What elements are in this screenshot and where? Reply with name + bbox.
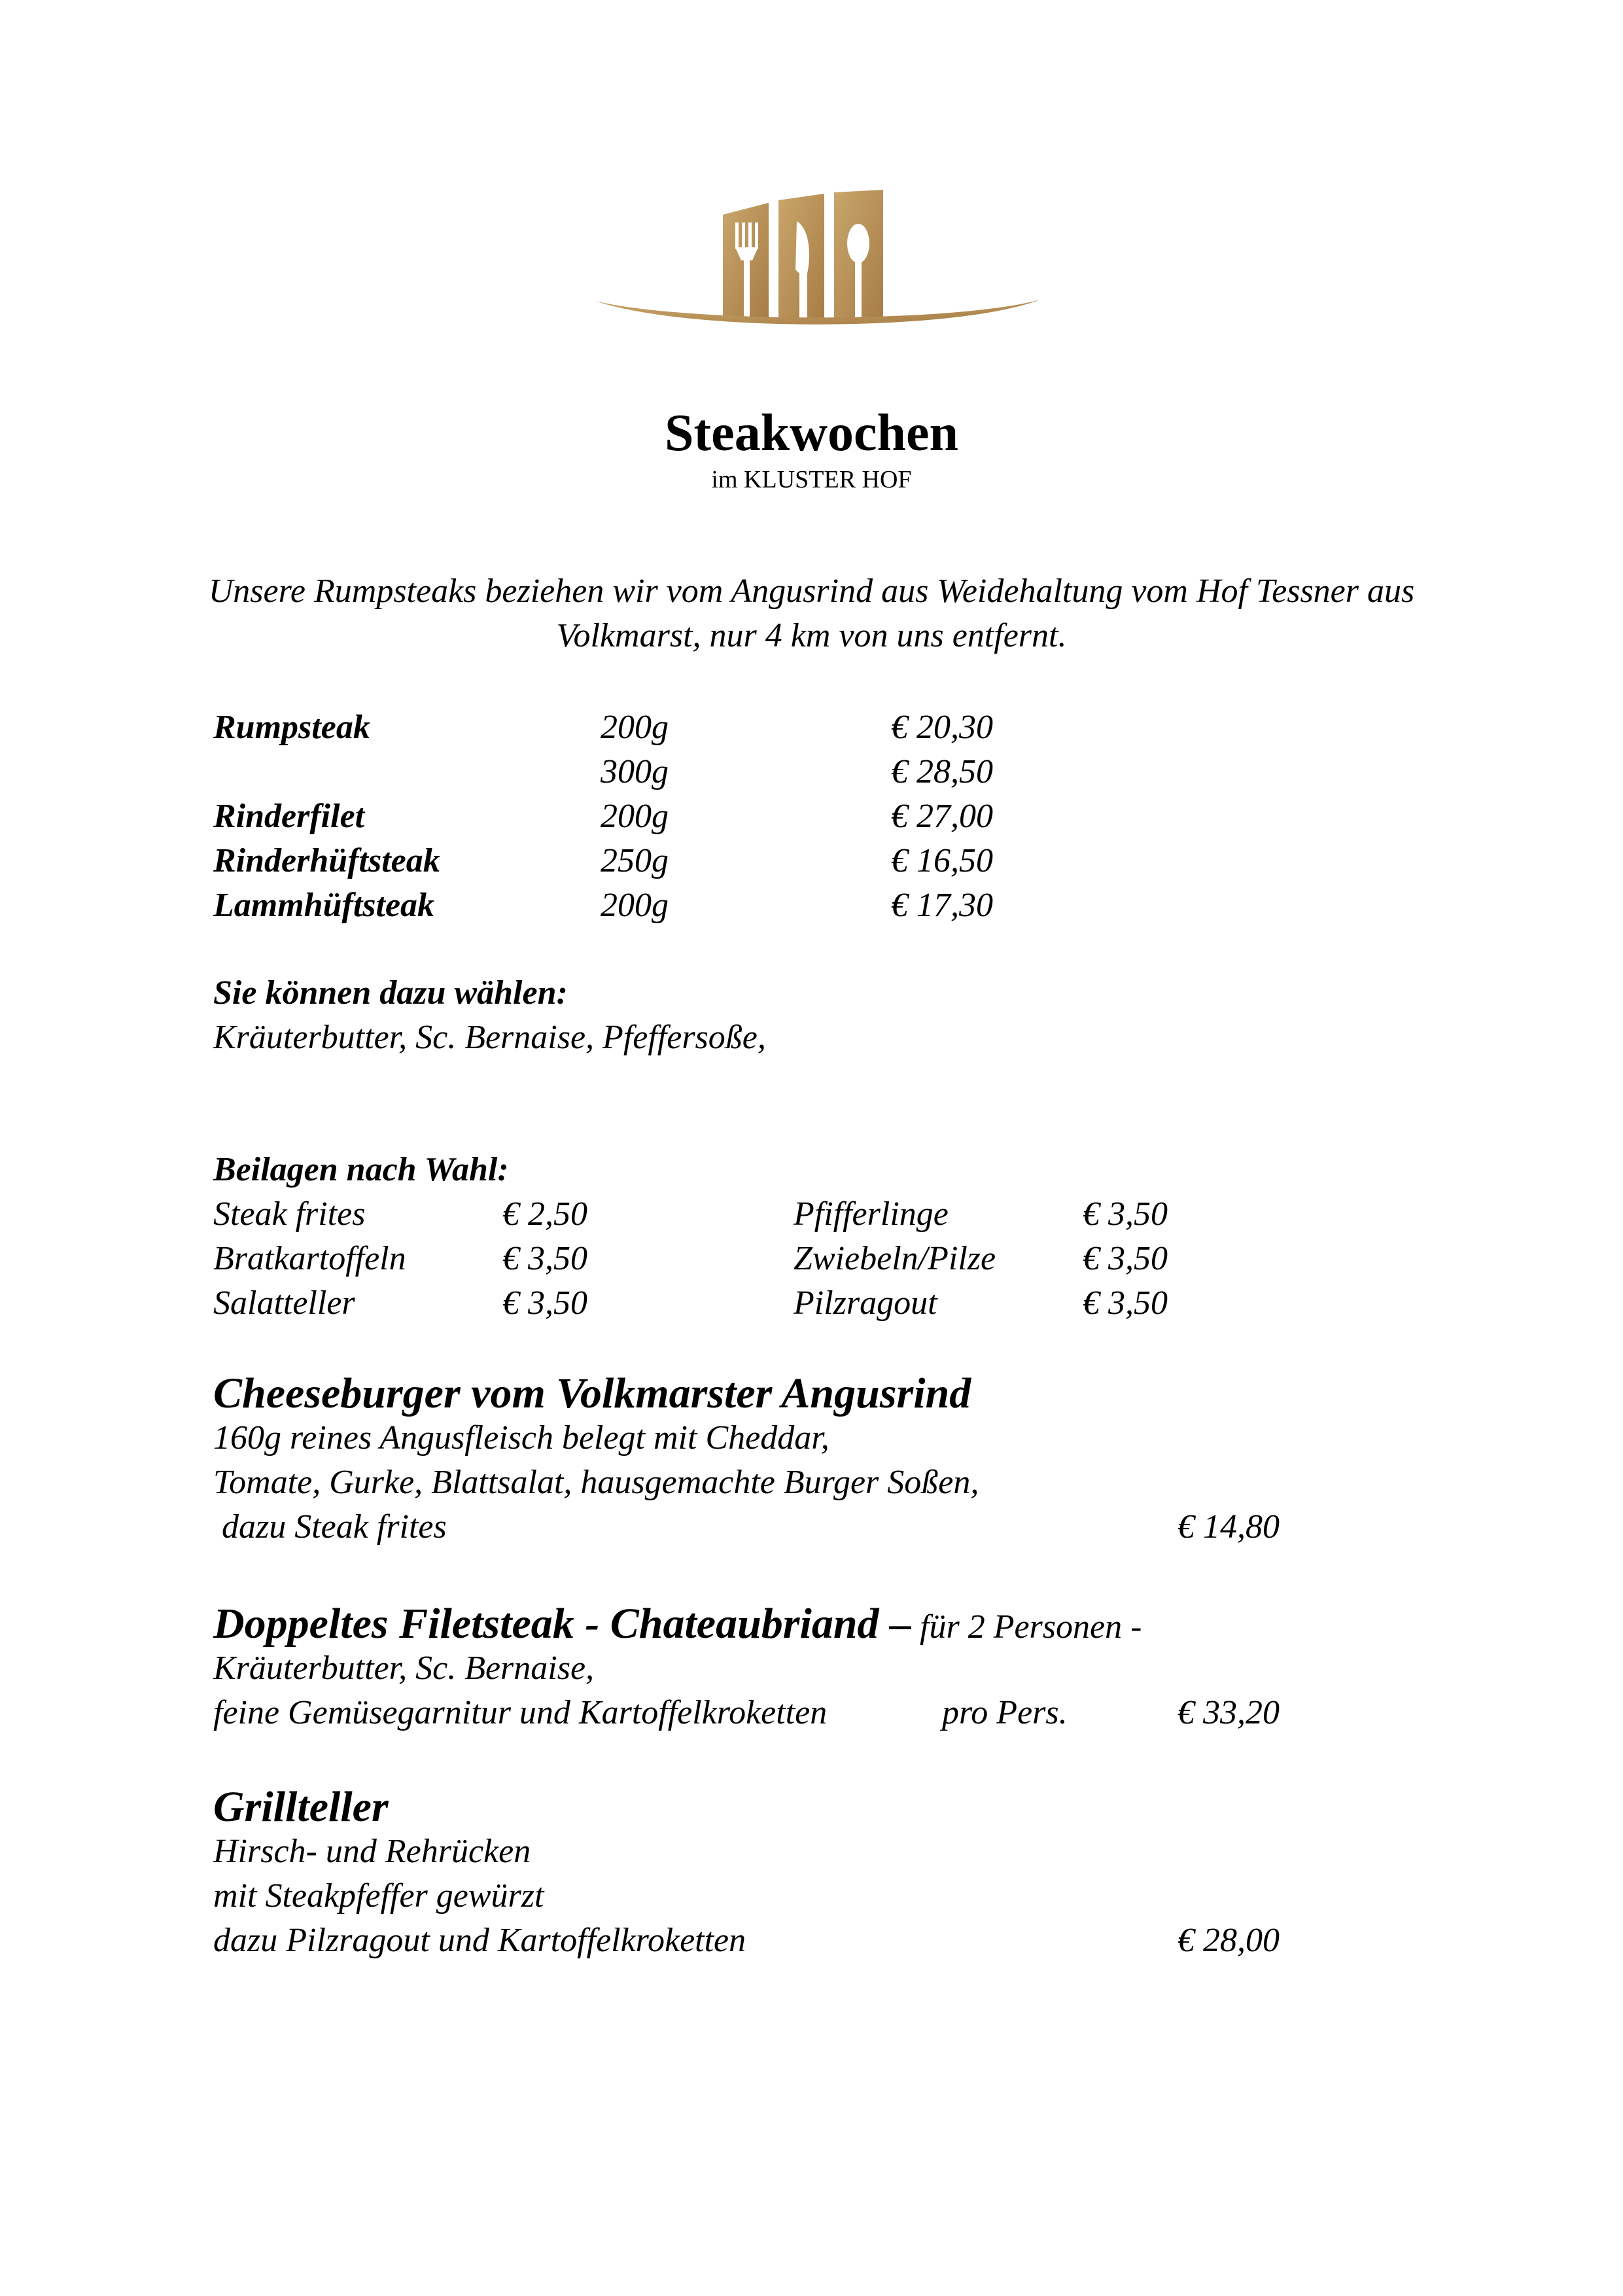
- side-price: € 2,50: [502, 1195, 587, 1233]
- grill-line-2: mit Steakpfeffer gewürzt: [213, 1877, 544, 1915]
- grill-title: Grillteller: [213, 1783, 389, 1831]
- burger-price: € 14,80: [1178, 1508, 1280, 1545]
- list-item: [0, 839, 1623, 883]
- list-item: [0, 750, 1623, 794]
- page-title: Steakwochen: [665, 404, 958, 462]
- burger-line-3: dazu Steak frites: [213, 1508, 447, 1545]
- sauces-text: Kräuterbutter, Sc. Bernaise, Pfeffersoße,: [213, 1019, 766, 1056]
- list-item: [0, 1192, 1623, 1237]
- steak-name: Rinderfilet: [213, 798, 365, 835]
- burger-line-2: Tomate, Gurke, Blattsalat, hausgemachte Burger Soßen,: [213, 1464, 979, 1501]
- steak-weight: 300g: [601, 753, 669, 790]
- side-price: € 3,50: [502, 1284, 587, 1322]
- side-price: € 3,50: [1083, 1240, 1168, 1277]
- steak-weight: 200g: [601, 798, 669, 835]
- intro-text: [98, 569, 1525, 658]
- restaurant-cutlery-logo-icon: [589, 183, 1047, 340]
- intro-line-1: Unsere Rumpsteaks beziehen wir vom Angusrind aus Weidehaltung vom Hof Tessner aus: [208, 573, 1415, 610]
- side-name: Bratkartoffeln: [213, 1240, 406, 1277]
- chateaubriand-persons-note: für 2 Personen -: [911, 1608, 1142, 1646]
- steak-price: € 27,00: [891, 798, 993, 835]
- steak-price: € 28,50: [891, 753, 993, 790]
- side-name: Steak frites: [213, 1195, 366, 1233]
- grill-line-1: Hirsch- und Rehrücken: [213, 1833, 531, 1870]
- steak-weight: 200g: [601, 887, 669, 924]
- side-name: Salatteller: [213, 1284, 355, 1322]
- steak-name: Lammhüftsteak: [213, 887, 435, 924]
- sauces-heading: Sie können dazu wählen:: [213, 974, 568, 1012]
- grill-line-3: dazu Pilzragout und Kartoffelkroketten: [213, 1922, 746, 1959]
- intro-line-2: Volkmarst, nur 4 km von uns entfernt.: [556, 617, 1067, 654]
- sides-heading: Beilagen nach Wahl:: [213, 1151, 509, 1188]
- chateaubriand-line-2: feine Gemüsegarnitur und Kartoffelkroketten: [213, 1694, 828, 1731]
- side-price: € 3,50: [1083, 1195, 1168, 1233]
- per-person-label: pro Pers.: [942, 1694, 1068, 1731]
- steak-price: € 20,30: [891, 709, 993, 746]
- side-name: Pfifferlinge: [794, 1195, 949, 1233]
- list-item: [0, 794, 1623, 839]
- chateaubriand-title-text: Doppeltes Filetsteak - Chateaubriand –: [213, 1600, 912, 1648]
- steak-weight: 200g: [601, 709, 669, 746]
- steak-name: Rinderhüftsteak: [213, 842, 440, 879]
- side-price: € 3,50: [1083, 1284, 1168, 1322]
- page-subtitle: im KLUSTER HOF: [711, 466, 912, 493]
- side-price: € 3,50: [502, 1240, 587, 1277]
- list-item: [0, 1281, 1623, 1326]
- steak-weight: 250g: [601, 842, 669, 879]
- burger-line-1: 160g reines Angusfleisch belegt mit Cheddar,: [213, 1419, 829, 1457]
- steak-name: Rumpsteak: [213, 709, 370, 746]
- list-item: [0, 883, 1623, 928]
- burger-title: Cheeseburger vom Volkmarster Angusrind: [213, 1369, 971, 1417]
- grill-price: € 28,00: [1178, 1922, 1280, 1959]
- list-item: [0, 705, 1623, 750]
- steak-price: € 16,50: [891, 842, 993, 879]
- list-item: [0, 1237, 1623, 1281]
- chateaubriand-line-1: Kräuterbutter, Sc. Bernaise,: [213, 1650, 595, 1687]
- chateaubriand-price: € 33,20: [1178, 1694, 1280, 1731]
- side-name: Pilzragout: [794, 1284, 937, 1322]
- side-name: Zwiebeln/Pilze: [794, 1240, 996, 1277]
- steak-price: € 17,30: [891, 887, 993, 924]
